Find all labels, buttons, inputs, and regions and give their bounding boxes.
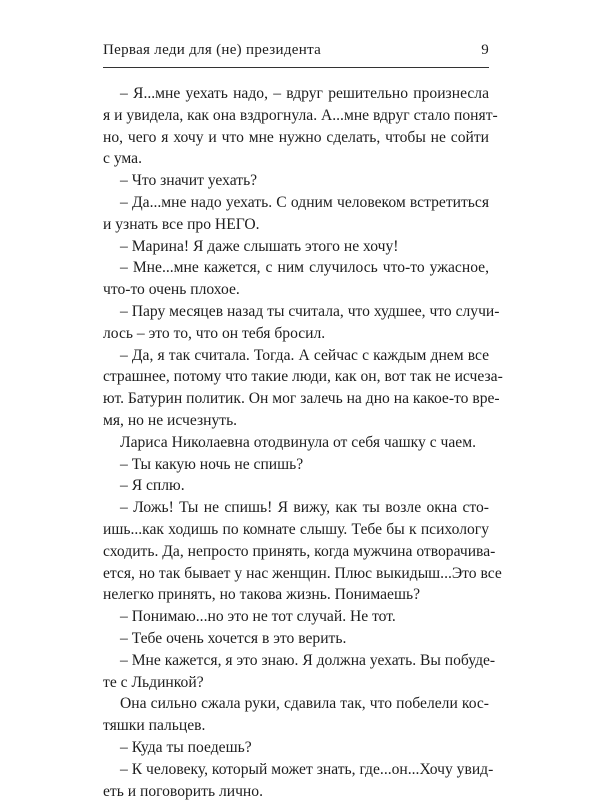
- page-number: 9: [481, 42, 489, 59]
- running-header: [103, 40, 489, 64]
- text-line: и узнать все про НЕГО.: [103, 214, 489, 236]
- text-line: – Марина! Я даже слышать этого не хочу!: [103, 236, 489, 258]
- text-line: сходить. Да, непросто принять, когда мужчина отворачива-: [103, 541, 489, 563]
- text-line: Лариса Николаевна отодвинула от себя чашку с чаем.: [103, 432, 489, 454]
- text-line: – Тебе очень хочется в это верить.: [103, 628, 489, 650]
- text-line: мя, но не исчезнуть.: [103, 410, 489, 432]
- text-line: – Пару месяцев назад ты считала, что худшее, что случи-: [103, 301, 489, 323]
- text-line: – Я...мне уехать надо, – вдруг решительно произнесла: [103, 83, 489, 105]
- text-line: нелегко принять, но такова жизнь. Понимаешь?: [103, 584, 489, 606]
- text-line: я и увидела, как она вздрогнула. А...мне вдруг стало понят-: [103, 105, 489, 127]
- text-line: – Мне кажется, я это знаю. Я должна уехать. Вы побуде-: [103, 650, 489, 672]
- text-line: – Ты какую ночь не спишь?: [103, 454, 489, 476]
- text-line: – Понимаю...но это не тот случай. Не тот.: [103, 606, 489, 628]
- text-line: те с Льдинкой?: [103, 672, 489, 694]
- text-line: но, чего я хочу и что мне нужно сделать, чтобы не сойти: [103, 127, 489, 149]
- text-line: тяшки пальцев.: [103, 715, 489, 737]
- text-line: ют. Батурин политик. Он мог залечь на дно на какое-то вре-: [103, 388, 489, 410]
- text-line: лось – это то, что он тебя бросил.: [103, 323, 489, 345]
- text-line: – К человеку, который может знать, где...он...Хочу увид-: [103, 759, 489, 781]
- text-line: – Я сплю.: [103, 475, 489, 497]
- text-line: Она сильно сжала руки, сдавила так, что побелели кос-: [103, 693, 489, 715]
- text-line: – Мне...мне кажется, с ним случилось что-то ужасное,: [103, 257, 489, 279]
- header-rule: [103, 67, 489, 68]
- body-text: [103, 83, 489, 802]
- text-line: – Ложь! Ты не спишь! Я вижу, как ты возле окна сто-: [103, 497, 489, 519]
- text-line: еть и поговорить лично.: [103, 781, 489, 802]
- text-line: что-то очень плохое.: [103, 279, 489, 301]
- text-line: – Да...мне надо уехать. С одним человеком встретиться: [103, 192, 489, 214]
- text-line: – Куда ты поедешь?: [103, 737, 489, 759]
- text-line: ишь...как ходишь по комнате слышу. Тебе бы к психологу: [103, 519, 489, 541]
- text-line: с ума.: [103, 148, 489, 170]
- text-line: страшнее, потому что такие люди, как он, вот так не исчеза-: [103, 366, 489, 388]
- text-line: ется, но так бывает у нас женщин. Плюс выкидыш...Это все: [103, 563, 489, 585]
- running-title: Первая леди для (не) президента: [103, 42, 321, 59]
- text-line: – Да, я так считала. Тогда. А сейчас с каждым днем все: [103, 345, 489, 367]
- text-line: – Что значит уехать?: [103, 170, 489, 192]
